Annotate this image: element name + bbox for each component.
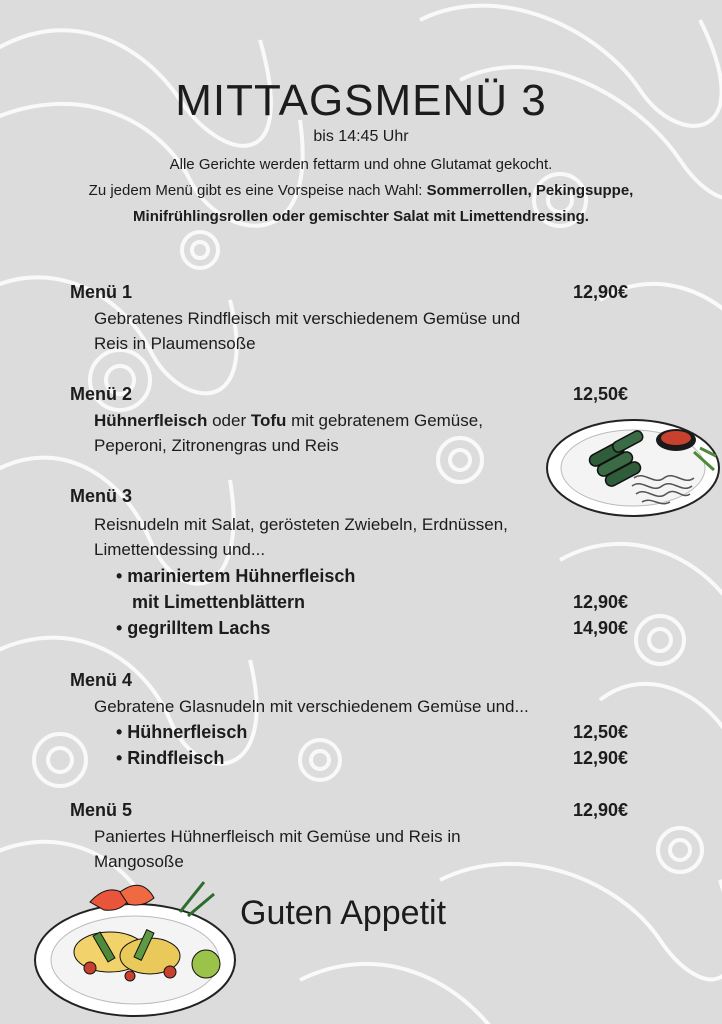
menu-4-header bbox=[70, 670, 628, 691]
menu-name: Menü 4 bbox=[70, 670, 133, 690]
intro-line-1: Alle Gerichte werden fettarm und ohne Glutamat gekocht. bbox=[169, 156, 553, 173]
option-label: • Hühnerfleisch bbox=[116, 722, 248, 742]
desc-line-1: Paniertes Hühnerfleisch mit Gemüse und Reis in bbox=[94, 827, 461, 846]
intro-text bbox=[70, 152, 652, 230]
menu-4-option-2 bbox=[116, 748, 628, 769]
menu-4-option-1 bbox=[116, 722, 628, 743]
time-info: bis 14:45 Uhr bbox=[313, 128, 409, 145]
menu-name: Menü 3 bbox=[70, 486, 133, 506]
intro-line-2: Zu jedem Menü gibt es eine Vorspeise nach Wahl: bbox=[88, 182, 427, 199]
menu-price: 12,90€ bbox=[572, 800, 628, 820]
menu-name: Menü 5 bbox=[70, 800, 133, 820]
menu-1-description bbox=[94, 306, 614, 356]
menu-2-header bbox=[70, 384, 628, 405]
desc-line-2: Peperoni, Zitronengras und Reis bbox=[94, 436, 339, 455]
menu-5-description bbox=[94, 824, 614, 874]
option-price: 12,90€ bbox=[572, 748, 628, 768]
spring-rolls-plate-illustration bbox=[544, 412, 722, 522]
menu-3-description bbox=[94, 512, 594, 562]
option-label: • gegrilltem Lachs bbox=[116, 618, 271, 638]
menu-4-description bbox=[94, 694, 614, 719]
option-label-2: mit Limettenblättern bbox=[132, 592, 306, 612]
menu-3-option-1-line-2 bbox=[116, 592, 628, 613]
desc-bold-tofu: Tofu bbox=[250, 411, 287, 430]
desc-line-1: Gebratenes Rindfleisch mit verschiedenem Gemüse und bbox=[94, 309, 521, 328]
desc-bold-chicken: Hühnerfleisch bbox=[94, 411, 208, 430]
menu-1-header bbox=[70, 282, 628, 303]
desc-line-2: Mangosoße bbox=[94, 852, 184, 871]
option-label: • mariniertem Hühnerfleisch bbox=[116, 566, 356, 586]
shrimp-salad-plate-illustration bbox=[30, 872, 240, 1022]
desc-line-1: Reisnudeln mit Salat, gerösteten Zwiebeln, Erdnüssen, bbox=[94, 515, 508, 534]
menu-3-option-1 bbox=[116, 566, 628, 587]
option-label: • Rindfleisch bbox=[116, 748, 225, 768]
desc-line-2: Limettendessing und... bbox=[94, 540, 266, 559]
page-title: MITTAGSMENÜ 3 bbox=[175, 76, 547, 125]
menu-5-header bbox=[70, 800, 628, 821]
desc-line-1: Gebratene Glasnudeln mit verschiedenem Gemüse und... bbox=[94, 697, 529, 716]
desc-mid: oder bbox=[207, 411, 251, 430]
desc-line-2: Reis in Plaumensoße bbox=[94, 334, 256, 353]
menu-price: 12,90€ bbox=[572, 282, 628, 302]
menu-3-option-2 bbox=[116, 618, 628, 639]
option-price: 12,50€ bbox=[572, 722, 628, 742]
option-price: 12,90€ bbox=[572, 592, 628, 612]
menu-price: 12,50€ bbox=[572, 384, 628, 404]
option-price: 14,90€ bbox=[572, 618, 628, 638]
closing-text: Guten Appetit bbox=[240, 894, 447, 932]
menu-name: Menü 2 bbox=[70, 384, 133, 404]
starter-options: Sommerrollen, Pekingsuppe, Minifrühlingsrollen oder gemischter Salat mit Limettendressing. bbox=[133, 182, 634, 225]
desc-rest: mit gebratenem Gemüse, bbox=[286, 411, 483, 430]
menu-name: Menü 1 bbox=[70, 282, 133, 302]
menu-2-description bbox=[94, 408, 584, 458]
